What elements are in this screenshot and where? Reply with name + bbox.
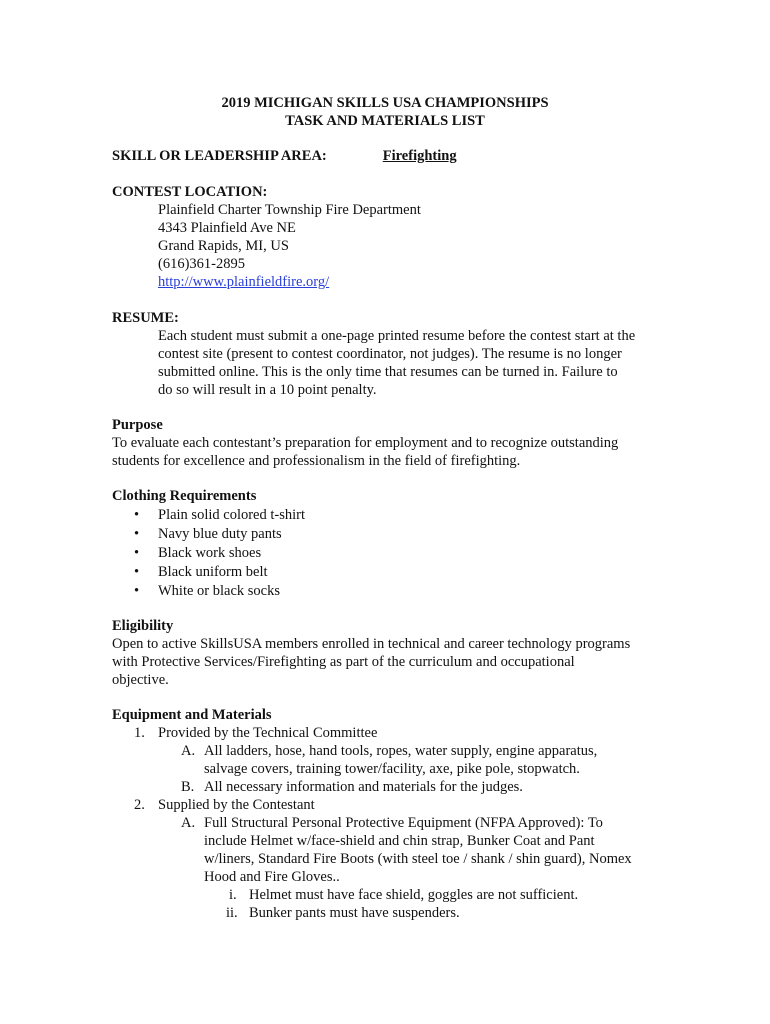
skill-area-value: Firefighting (382, 148, 457, 164)
eligibility-line: with Protective Services/Firefighting as part of the curriculum and occupational (112, 654, 575, 670)
list-roman: ii. (226, 905, 238, 921)
bullet-icon: • (134, 507, 140, 523)
resume-line: submitted online. This is the only time that resumes can be turned in. Failure to (158, 364, 618, 380)
list-number: 2. (134, 797, 145, 813)
equipment-roman-item: Helmet must have face shield, goggles are not sufficient. (249, 887, 579, 903)
resume-heading: RESUME: (112, 310, 179, 326)
clothing-heading: Clothing Requirements (112, 488, 257, 504)
equipment-subitem-line: All ladders, hose, hand tools, ropes, water supply, engine apparatus, (204, 743, 598, 759)
location-website-link[interactable]: http://www.plainfieldfire.org/ (158, 274, 330, 290)
equipment-roman-item: Bunker pants must have suspenders. (249, 905, 460, 921)
list-letter: A. (181, 815, 196, 831)
equipment-item-supplied: Supplied by the Contestant (158, 797, 315, 813)
location-line: Grand Rapids, MI, US (158, 238, 289, 254)
clothing-item: White or black socks (158, 583, 281, 599)
clothing-item: Black work shoes (158, 545, 262, 561)
equipment-subitem-line: All necessary information and materials for the judges. (204, 779, 523, 795)
bullet-icon: • (134, 583, 140, 599)
eligibility-line: Open to active SkillsUSA members enrolled in technical and career technology programs (112, 636, 631, 652)
equipment-heading: Equipment and Materials (112, 707, 272, 723)
equipment-subitem-line: w/liners, Standard Fire Boots (with steel toe / shank / shin guard), Nomex (204, 851, 632, 867)
equipment-subitem-line: Full Structural Personal Protective Equipment (NFPA Approved): To (204, 815, 603, 831)
skill-area-row (112, 147, 555, 165)
location-line: 4343 Plainfield Ave NE (158, 220, 296, 236)
resume-line: contest site (present to contest coordinator, not judges). The resume is no longer (158, 346, 622, 362)
skill-area-label: SKILL OR LEADERSHIP AREA: (112, 148, 327, 164)
location-line: Plainfield Charter Township Fire Department (158, 202, 421, 218)
contest-location-heading: CONTEST LOCATION: (112, 184, 268, 200)
eligibility-heading: Eligibility (112, 618, 174, 634)
bullet-icon: • (134, 545, 140, 561)
document-title: 2019 MICHIGAN SKILLS USA CHAMPIONSHIPS (221, 95, 549, 111)
resume-line: Each student must submit a one-page printed resume before the contest start at the (158, 328, 636, 344)
document-subtitle: TASK AND MATERIALS LIST (285, 113, 485, 129)
list-letter: A. (181, 743, 196, 759)
resume-line: do so will result in a 10 point penalty. (158, 382, 377, 398)
location-phone: (616)361-2895 (158, 256, 245, 272)
eligibility-line: objective. (112, 672, 169, 688)
list-roman: i. (229, 887, 237, 903)
purpose-heading: Purpose (112, 417, 163, 433)
equipment-item-provided: Provided by the Technical Committee (158, 725, 378, 741)
equipment-subitem-line: salvage covers, training tower/facility, axe, pike pole, stopwatch. (204, 761, 580, 777)
bullet-icon: • (134, 564, 140, 580)
skill-area-value-field (327, 147, 555, 165)
purpose-line: students for excellence and professionalism in the field of firefighting. (112, 453, 521, 469)
list-letter: B. (181, 779, 195, 795)
list-number: 1. (134, 725, 145, 741)
equipment-subitem-line: Hood and Fire Gloves.. (204, 869, 340, 885)
clothing-item: Navy blue duty pants (158, 526, 282, 542)
purpose-line: To evaluate each contestant’s preparation for employment and to recognize outstanding (112, 435, 619, 451)
bullet-icon: • (134, 526, 140, 542)
clothing-item: Black uniform belt (158, 564, 268, 580)
clothing-item: Plain solid colored t-shirt (158, 507, 305, 523)
equipment-subitem-line: include Helmet w/face-shield and chin strap, Bunker Coat and Pant (204, 833, 595, 849)
